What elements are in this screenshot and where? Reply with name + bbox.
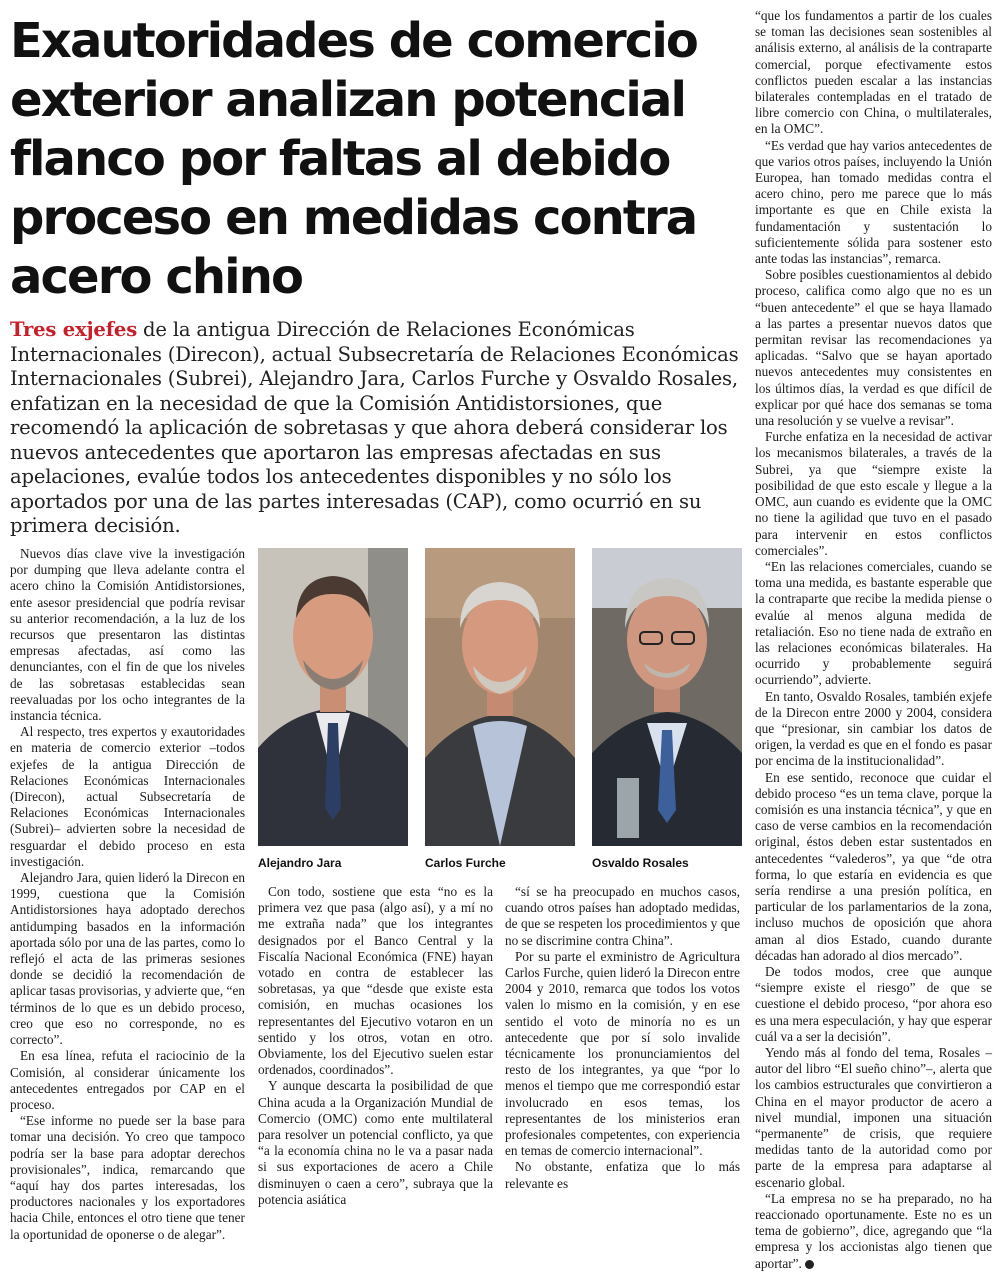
body-paragraph: En tanto, Osvaldo Rosales, también exjefe de la Direcon entre 2000 y 2004, considera que “presionar, sin cambiar los datos de origen, la verdad es que en el fondo es pasar por encima de la institucionalidad”. [755,688,992,769]
body-paragraph: “que los fundamentos a partir de los cuales se toman las decisiones sean sostenibles al análisis externo, al análisis de la contraparte comercial, porque efectivamente estos conflictos pueden escalar a las instancias bilaterales contempladas en el tratado de libre comercio con China, o multilaterales, en la OMC”. [755,8,992,137]
photo-caption: Osvaldo Rosales [592,856,689,870]
body-paragraph: Nuevos días clave vive la investigación por dumping que lleva adelante contra el acero chino la Comisión Antidistorsiones, ente asesor presidencial que podría revisar su anterior recomendación, a la luz de los recursos que presentaron las distintas empresas afectadas, así como las denunciantes, con el fin de que los niveles de las sobretasas establecidas sean reevaluadas por los ocho integrantes de la instancia técnica. [10,546,245,724]
end-of-article-icon [805,1260,814,1269]
body-paragraph: En esa línea, refuta el raciocinio de la Comisión, al considerar únicamente los antecedentes entregados por CAP en el proceso. [10,1048,245,1112]
lead-text: de la antigua Dirección de Relaciones Económicas Internacionales (Direcon), actual Subsecretaría de Relaciones Económicas Internacionales (Subrei), Alejandro Jara, Carlos Furche y Osvaldo Rosales, enfatizan en la necesidad de que la Comisión Antidistorsiones, que recomendó la aplicación de sobretasas y que ahora deberá considerar los nuevos antecedentes que aportaron las empresas afectadas en sus apelaciones, evalúe todos los antecedentes disponibles y no sólo los aportados por una de las partes interesadas (CAP), como ocurrió en su primera decisión. [10,318,739,537]
body-paragraph: Alejandro Jara, quien lideró la Direcon en 1999, cuestiona que la Comisión Antidistorsiones haya adoptado derechos antidumping basados en la información aportada sólo por una de las partes, como lo reflejó el acta de las primeras sesiones donde se decidió la recomendación de aplicar tasas provisorias, y advierte que, “en términos de lo que es un debido proceso, creo que eso no corresponde, no es correcto”. [10,870,245,1048]
portrait-image [258,548,408,846]
body-paragraph: Furche enfatiza en la necesidad de activar los mecanismos bilaterales, a través de la Subrei, ya que “siempre existe la posibilidad de que esto escale y llegue a la OMC, aun cuando es evidente que la OMC no tiene la agilidad que tuvo en el pasado para intervenir en estos conflictos comerciales”. [755,429,992,558]
article-column-4 [755,8,992,1272]
article-column-1 [10,546,245,1243]
body-text: “La empresa no se ha preparado, no ha reaccionado oportunamente. Este no es un tema de gobierno”, dice, agregando que “la empresa y los accionistas algo tienen que aportar”. [755,1190,992,1271]
lead-highlight: Tres exjefes [10,318,138,341]
body-paragraph: Con todo, sostiene que esta “no es la primera vez que pasa (algo así), y a mí no me extraña nada” que los integrantes designados por el Banco Central y la Fiscalía Nacional Económica (FNE) hayan votado en contra de establecer las sobretasas, ya que “desde que existe esta comisión, en muchas ocasiones los representantes del Ejecutivo votaron en un sentido y los otros, votan en otro. Obviamente, los del Ejecutivo suelen estar ordenados, coordinados”. [258,884,493,1078]
body-paragraph: Al respecto, tres expertos y exautoridades en materia de comercio exterior –todos exjefes de la antigua Dirección de Relaciones Económicas Internacionales (Direcon), actual Subsecretaría de Relaciones Económicas Internacionales (Subrei)– advierten sobre la necesidad de resguardar el debido proceso en esta investigación. [10,724,245,869]
portrait-image [425,548,575,846]
body-paragraph: En ese sentido, reconoce que cuidar el debido proceso “es un tema clave, porque la comisión es una instancia técnica”, y que en caso de verse cambios en la recomendación original, éstos deben estar sustentados en antecedentes “valederos”, ya que “de otra forma, lo que estaría en evidencia es que sería rendirse a una presión política, en particular de los parlamentarios de la zona, incluso muchos de oposición que ahora aman al dios Estado, cuando durante décadas han adorado al dios mercado”. [755,769,992,963]
body-paragraph-last [755,1191,992,1272]
photo-carlos-furche [425,548,575,846]
article-column-2 [258,884,493,1208]
photo-caption: Alejandro Jara [258,856,342,870]
portrait-image [592,548,742,846]
body-paragraph: “Es verdad que hay varios antecedentes de que varios otros países, incluyendo la Unión Europea, han tomado medidas contra el acero chino, pero me parece que lo más importante es que en Chile exista la fundamentación y sustentación lo suficientemente sólida para sostener esto ante todas las instancias”, remarca. [755,137,992,267]
article-column-3 [505,884,740,1192]
photo-alejandro-jara [258,548,408,846]
body-paragraph: Por su parte el exministro de Agricultura Carlos Furche, quien lideró la Direcon entre 2004 y 2010, remarca que todos los votos valen lo mismo en la comisión, y en ese sentido el voto de minoría no es un antecedente que por sí solo invalide técnicamente los pronunciamientos del resto de los integrantes, ya que “por lo menos el tiempo que me correspondió estar involucrado en esos temas, los representantes de los ministerios eran profesionales competentes, con experiencia en temas de comercio internacional”. [505,948,740,1159]
body-paragraph: “sí se ha preocupado en muchos casos, cuando otros países han adoptado medidas, de que se respeten los procedimientos y que no se discrimine contra China”. [505,884,740,948]
body-paragraph: Yendo más al fondo del tema, Rosales –autor del libro “El sueño chino”–, alerta que los cambios estructurales que convirtieron a China en el mayor productor de acero a nivel mundial, imponen una situación “permanente” de crisis, que requiere medidas tanto de la autoridad como por parte de la empresa para adaptarse al escenario global. [755,1045,992,1190]
body-paragraph: “En las relaciones comerciales, cuando se toma una medida, es bastante esperable que la contraparte que recibe la medida piense o evalúe al menos alguna medida de retaliación. Eso no tiene nada de extraño en las relaciones económicas bilaterales. Ha ocurrido y probablemente seguirá ocurriendo”, advierte. [755,558,992,688]
photo-caption: Carlos Furche [425,856,506,870]
lead-paragraph [10,318,745,539]
body-paragraph: Y aunque descarta la posibilidad de que China acuda a la Organización Mundial de Comercio (OMC) como ente multilateral para resolver un potencial conflicto, ya que “a la economía china no le va a pasar nada si sus exportaciones de acero a Chile disminuyen o caen a cero”, subraya que la potencia asiática [258,1078,493,1207]
body-paragraph: No obstante, enfatiza que lo más relevante es [505,1159,740,1191]
body-paragraph: “Ese informe no puede ser la base para tomar una decisión. Yo creo que tampoco podría ser la base para adoptar derechos provisionales”, indica, remarcando que “aquí hay dos partes interesadas, los productores nacionales y los exportadores hacia Chile, entonces el otro tiene que tener la oportunidad de oponerse o de alegar”. [10,1113,245,1242]
headline: Exautoridades de comercio exterior analizan potencial flanco por faltas al debido proceso en medidas contra acero chino [10,13,697,305]
photo-osvaldo-rosales [592,548,742,846]
body-paragraph: De todos modos, cree que aunque “siempre existe el riesgo” de que se cuestione el debido proceso, “por ahora eso es una mera especulación, y hay que esperar cuál va a ser la decisión”. [755,963,992,1044]
body-paragraph: Sobre posibles cuestionamientos al debido proceso, califica como algo que no es un “buen antecedente” el que se haya llamado a las partes a presentar nuevos datos que permitan revisar las recomendaciones ya aplicadas. “Salvo que se hayan aportado nuevos antecedentes muy consistentes en los últimos días, la verdad es que difícil de explicar por qué hace dos semanas se toma una resolución y se vuelve a revisar”. [755,267,992,429]
